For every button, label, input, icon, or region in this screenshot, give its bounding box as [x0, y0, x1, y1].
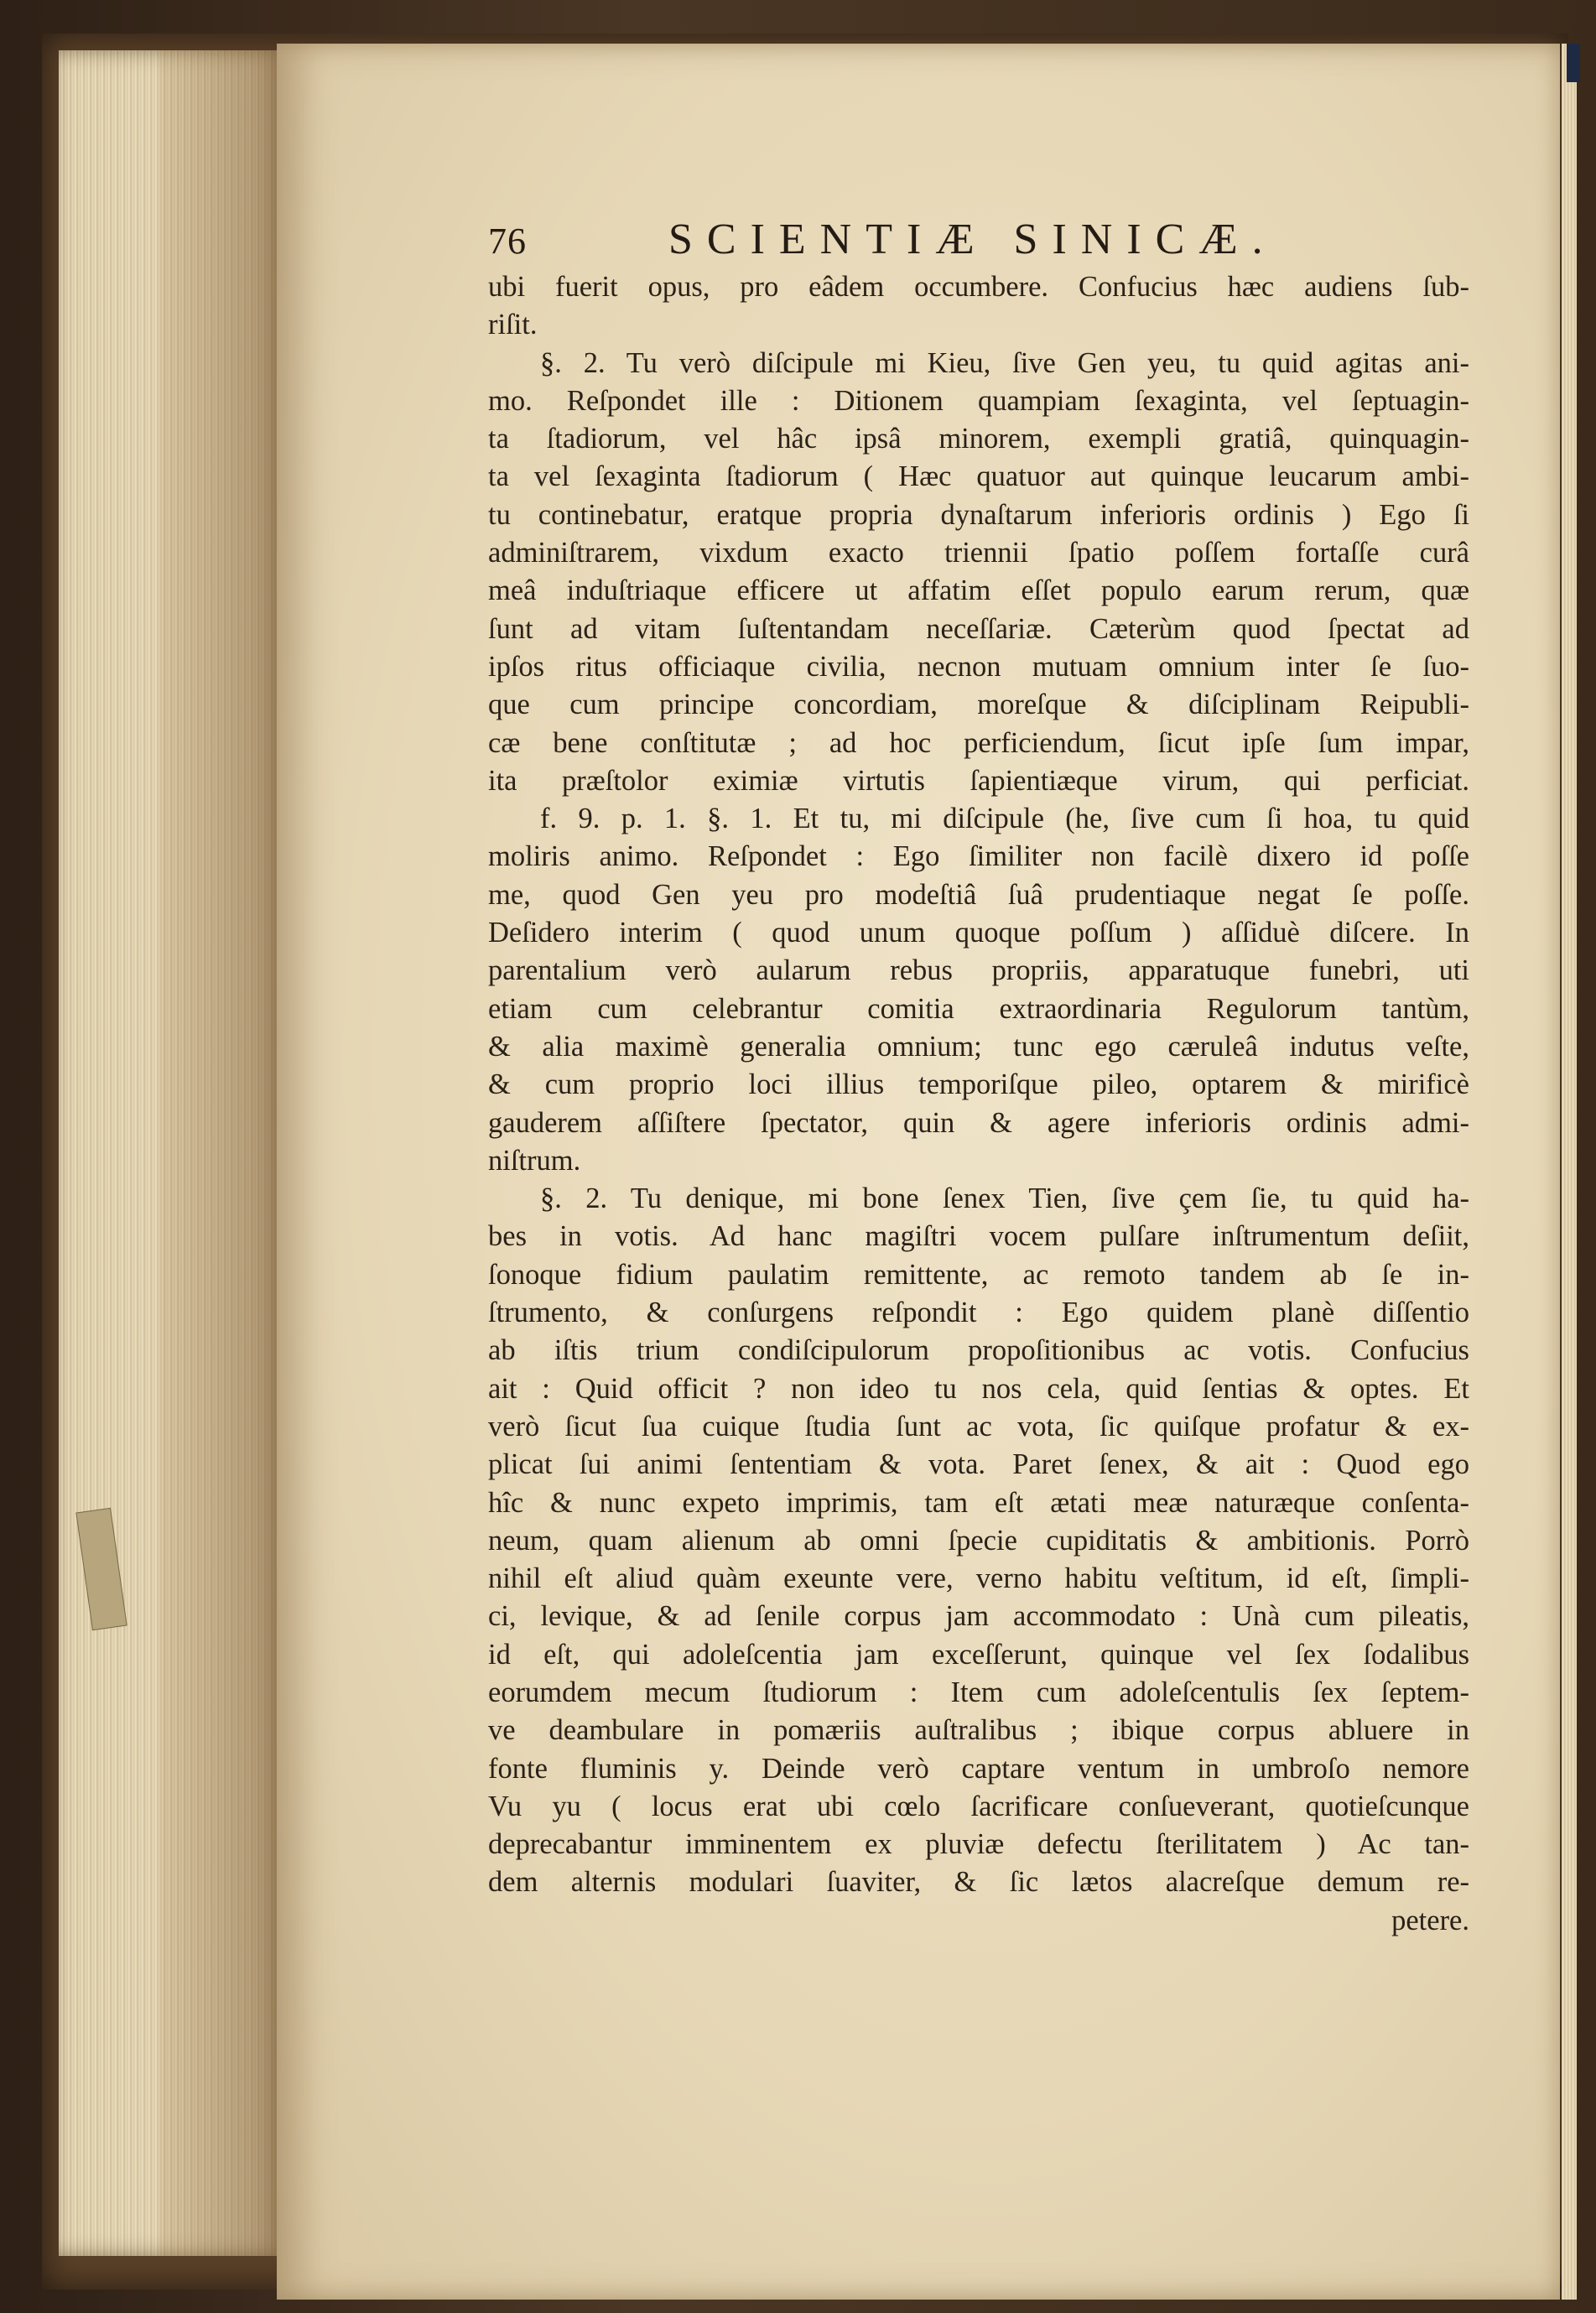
text-line: moliris animo. Reſpondet : Ego ſimiliter non facilè dixero id poſſe [488, 840, 1469, 873]
text-line: ubi fuerit opus, pro eâdem occumbere. Confucius hæc audiens ſub- [488, 271, 1469, 303]
text-line: petere. [1391, 1904, 1469, 1936]
text-line: niſtrum. [488, 1144, 581, 1177]
text-line: que cum principe concordiam, moreſque & diſciplinam Reipubli- [488, 689, 1469, 721]
text-line: fonte fluminis y. Deinde verò captare ventum in umbroſo nemore [488, 1752, 1469, 1785]
text-line: hîc & nunc expeto imprimis, tam eſt ætati meæ naturæque conſenta- [488, 1486, 1469, 1519]
text-line: tu continebatur, eratque propria dynaſtarum inferioris ordinis ) Ego ſi [488, 498, 1469, 531]
text-line: meâ induſtriaque efficere ut affatim eſſet populo earum rerum, quæ [488, 574, 1469, 607]
text-line: ipſos ritus officiaque civilia, necnon mutuam omnium inter ſe ſuo- [488, 650, 1469, 683]
text-line: §. 2. Tu denique, mi bone ſenex Tien, ſive çem ſie, tu quid ha- [540, 1182, 1469, 1215]
text-line: & cum proprio loci illius temporiſque pileo, optarem & mirificè [488, 1068, 1469, 1101]
ribbon-tab [1567, 44, 1580, 82]
body-text [488, 268, 1469, 1940]
text-line: id eſt, qui adoleſcentia jam exceſſerunt, quinque vel ſex ſodalibus [488, 1638, 1469, 1671]
text-line: bes in votis. Ad hanc magiſtri vocem pulſare inſtrumentum deſiit, [488, 1220, 1469, 1253]
text-line: & alia maximè generalia omnium; tunc ego cæruleâ indutus veſte, [488, 1030, 1469, 1063]
text-line: dem alternis modulari ſuaviter, & ſic lætos alacreſque demum re- [488, 1866, 1469, 1899]
text-line: ab iſtis trium condiſcipulorum propoſitionibus ac votis. Confucius [488, 1334, 1469, 1367]
text-line: plicat ſui animi ſententiam & vota. Paret ſenex, & ait : Quod ego [488, 1448, 1469, 1481]
page-number: 76 [488, 221, 527, 262]
text-line: mo. Reſpondet ille : Ditionem quampiam ſexaginta, vel ſeptuagin- [488, 384, 1469, 417]
text-line: cæ bene conſtitutæ ; ad hoc perficiendum, ſicut ipſe ſum impar, [488, 726, 1469, 759]
text-line: verò ſicut ſua cuique ſtudia ſunt ac vota, ſic quiſque profatur & ex- [488, 1410, 1469, 1442]
text-line: parentalium verò aularum rebus propriis, apparatuque funebri, uti [488, 954, 1469, 987]
text-line: me, quod Gen yeu pro modeſtiâ ſuâ prudentiaque negat ſe poſſe. [488, 878, 1469, 911]
text-line: ta vel ſexaginta ſtadiorum ( Hæc quatuor aut quinque leucarum ambi- [488, 460, 1469, 493]
page-header [488, 210, 1495, 268]
text-line: gauderem aſſiſtere ſpectator, quin & agere inferioris ordinis admi- [488, 1106, 1469, 1139]
text-line: deprecabantur imminentem ex pluviæ defectu ſterilitatem ) Ac tan- [488, 1828, 1469, 1861]
text-line: ta ſtadiorum, vel hâc ipsâ minorem, exempli gratiâ, quinquagin- [488, 423, 1469, 455]
text-line: adminiſtrarem, vixdum exacto triennii ſpatio poſſem fortaſſe curâ [488, 537, 1469, 569]
text-line: Deſidero interim ( quod unum quoque poſſum ) aſſiduè diſcere. In [488, 917, 1469, 949]
text-line: ita præſtolor eximiæ virtutis ſapientiæque virum, qui perficiat. [488, 764, 1469, 797]
text-line: §. 2. Tu verò diſcipule mi Kieu, ſive Gen yeu, tu quid agitas ani- [540, 346, 1469, 379]
text-line: ve deambulare in pomæriis auſtralibus ; ibique corpus abluere in [488, 1714, 1469, 1747]
gutter-shadow [159, 50, 285, 2256]
text-line: ſtrumento, & conſurgens reſpondit : Ego quidem planè diſſentio [488, 1297, 1469, 1329]
text-line: eorumdem mecum ſtudiorum : Item cum adoleſcentulis ſex ſeptem- [488, 1676, 1469, 1708]
text-line: f. 9. p. 1. §. 1. Et tu, mi diſcipule (he, ſive cum ſi hoa, tu quid [540, 803, 1469, 835]
text-line: neum, quam alienum ab omni ſpecie cupiditatis & ambitionis. Porrò [488, 1524, 1469, 1557]
text-line: nihil eſt aliud quàm exeunte vere, verno habitu veſtitum, id eſt, ſimpli- [488, 1562, 1469, 1595]
running-title: SCIENTIÆ SINICÆ. [668, 216, 1277, 263]
text-line: etiam cum celebrantur comitia extraordinaria Regulorum tantùm, [488, 992, 1469, 1025]
text-line: Vu yu ( locus erat ubi cœlo ſacrificare conſueverant, quotieſcunque [488, 1790, 1469, 1822]
text-line: ci, levique, & ad ſenile corpus jam accommodato : Unà cum pileatis, [488, 1600, 1469, 1633]
right-page-edge [1562, 44, 1577, 2300]
text-line: ſunt ad vitam ſuſtentandam neceſſariæ. Cæterùm quod ſpectat ad [488, 612, 1469, 645]
text-line: ſonoque fidium paulatim remittente, ac remoto tandem ab ſe in- [488, 1258, 1469, 1291]
text-line: ait : Quid officit ? non ideo tu nos cela, quid ſentias & optes. Et [488, 1372, 1469, 1405]
text-line: riſit. [488, 309, 538, 341]
